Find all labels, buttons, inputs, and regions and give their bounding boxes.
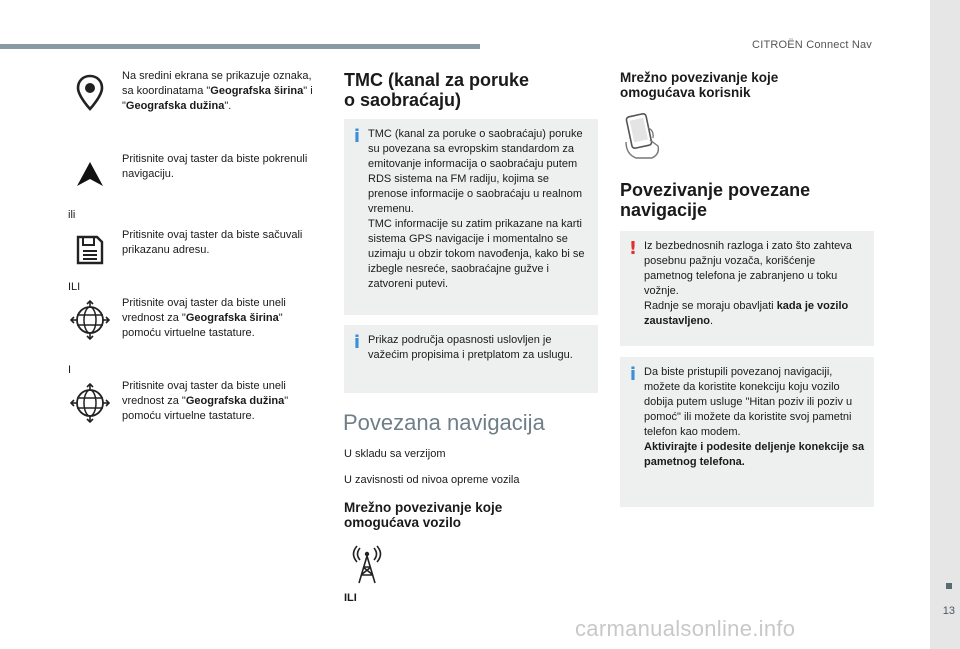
header-rule	[0, 44, 480, 49]
version-text: U skladu sa verzijom	[344, 448, 446, 460]
item-text: Pritisnite ovaj taster da biste uneli vrednost za "Geografska dužina" pomoću virtuelne tastature.	[122, 380, 289, 422]
page-marker	[946, 583, 952, 589]
vehicle-connection-heading: Mrežno povezivanje koje omogućava vozilo	[344, 500, 503, 530]
item-text: Na sredini ekrana se prikazuje oznaka, sa koordinatama "Geografska širina" i "Geografska dužina".	[122, 70, 313, 112]
page-number: 13	[942, 605, 955, 617]
smartphone-hand-icon	[622, 112, 666, 162]
save-floppy-icon[interactable]	[68, 228, 112, 272]
hazard-info-text: Prikaz područja opasnosti uslovljen je važećim propisima i pretplatom za uslugu.	[368, 334, 573, 361]
warning-icon: !	[628, 238, 638, 259]
header-brand: CITROËN Connect Nav	[752, 39, 872, 51]
tmc-info-panel	[344, 119, 598, 315]
hazard-info-panel	[344, 325, 598, 393]
connected-navigation-activation-heading: Povezivanje povezane navigacije	[620, 180, 811, 220]
watermark: carmanualsonline.info	[575, 616, 796, 641]
info-icon: i	[353, 332, 361, 353]
connector-ILI: ILI	[68, 281, 81, 293]
connector-ili: ili	[68, 209, 76, 221]
page-margin-strip	[930, 0, 960, 649]
tmc-info-text: TMC (kanal za poruke o saobraćaju) poruke su povezana sa evropskim standardom za emitovanje informacija o saobraćaju putem RDS sistema na FM radiju, kojima se prenose informacije o saobraćaju u realnom vremenu. TMC informacije su zatim prikazane na karti sistema GPS navigacije i momentalno se uzimaju u obzir tokom navođenja, kako bi se izbegle nesreće, saobraćajne gužve i zatvoreni putevi.	[368, 128, 585, 290]
info-icon: i	[353, 126, 361, 147]
antenna-tower-icon	[350, 545, 384, 585]
connector-I: I	[68, 364, 72, 376]
globe-arrows-icon[interactable]	[68, 381, 112, 425]
equipment-text: U zavisnosti od nivoa opreme vozila	[344, 474, 520, 486]
map-pin-icon	[68, 71, 112, 115]
navigation-arrow-icon[interactable]	[68, 152, 112, 196]
or-label: ILI	[344, 592, 357, 604]
item-text: Pritisnite ovaj taster da biste sačuvali prikazanu adresu.	[122, 229, 303, 256]
safety-warning-text: Iz bezbednosnih razloga i zato što zahteva posebnu pažnju vozača, korišćenje pametnog telefona je zabranjeno u toku vožnje. Radnje se moraju obavljati kada je vozilo zaustavljeno.	[644, 240, 852, 327]
item-text: Pritisnite ovaj taster da biste uneli vrednost za "Geografska širina" pomoću virtuelne tastature.	[122, 297, 286, 339]
item-text: Pritisnite ovaj taster da biste pokrenuli navigaciju.	[122, 153, 308, 180]
info-icon: i	[629, 364, 637, 385]
tmc-heading: TMC (kanal za poruke o saobraćaju)	[344, 70, 530, 110]
globe-arrows-icon[interactable]	[68, 298, 112, 342]
connection-info-text: Da biste pristupili povezanoj navigaciji, možete da koristite konekciju koju vozilo dobija putem usluge "Hitan poziv ili poziv u pomoć" ili možete da koristite svoj pametni telefon kao modem. Aktivirajte i podesite deljenje konekcije sa pametnog telefona.	[644, 366, 865, 468]
user-connection-heading: Mrežno povezivanje koje omogućava korisnik	[620, 70, 779, 100]
connection-info-panel	[620, 357, 874, 507]
safety-warning-panel	[620, 231, 874, 346]
connected-navigation-heading: Povezana navigacija	[343, 410, 545, 435]
